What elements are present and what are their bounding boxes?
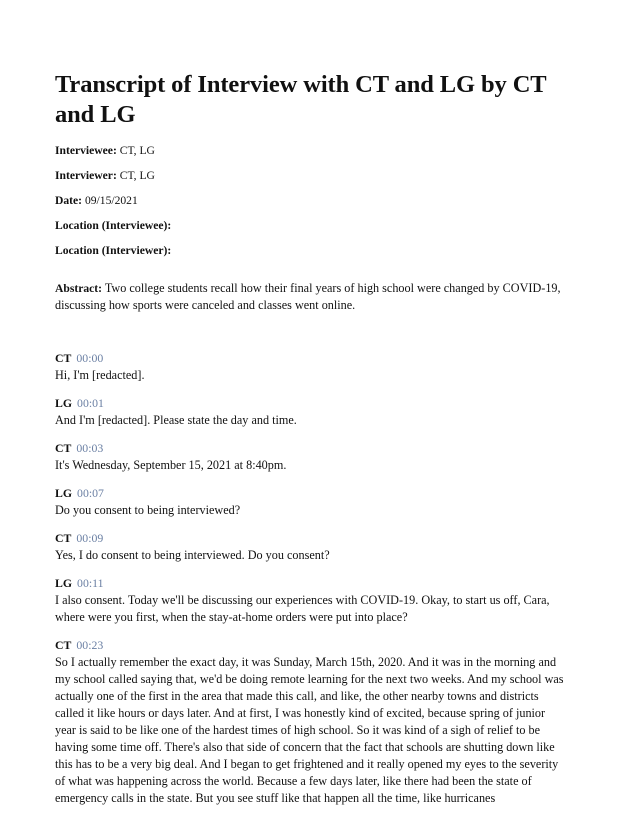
utterance-text: It's Wednesday, September 15, 2021 at 8:40pm. — [55, 458, 287, 472]
meta-label: Interviewee: — [55, 144, 117, 157]
abstract — [55, 280, 565, 314]
speaker-name: CT — [55, 531, 72, 545]
transcript-page — [55, 70, 565, 819]
timestamp-link[interactable]: 00:00 — [76, 351, 104, 365]
meta-label: Interviewer: — [55, 169, 117, 182]
speaker-name: LG — [55, 576, 73, 590]
transcript-turn — [55, 351, 565, 384]
meta-label: Location (Interviewer): — [55, 244, 172, 257]
utterance-text: Yes, I do consent to being interviewed. Do you consent? — [55, 548, 330, 562]
meta-interviewer — [55, 169, 565, 183]
meta-value: 09/15/2021 — [84, 194, 138, 207]
utterance-text: Hi, I'm [redacted]. — [55, 368, 145, 382]
abstract-label: Abstract: — [55, 282, 103, 295]
meta-location-interviewee — [55, 219, 565, 233]
page-title: Transcript of Interview with CT and LG by CT and LG — [55, 71, 547, 128]
speaker-name: LG — [55, 486, 73, 500]
transcript-turn — [55, 396, 565, 429]
timestamp-link[interactable]: 00:23 — [76, 638, 104, 652]
transcript-turn — [55, 441, 565, 474]
timestamp-link[interactable]: 00:07 — [77, 486, 104, 500]
utterance-text: And I'm [redacted]. Please state the day and time. — [55, 413, 297, 427]
timestamp-link[interactable]: 00:11 — [77, 576, 104, 590]
utterance-text: So I actually remember the exact day, it was Sunday, March 15th, 2020. And it was in the morning and my school called saying that, we'd be doing remote learning for the next two weeks. And my school was actually one of the first in the area that made this call, and like, the other nearby towns and districts called it like hours or days later. And at first, I was honestly kind of excited, because spring of junior year is said to be like one of the hardest times of high school. So it was kind of a sigh of relief to be having some time off. There's also that side of concern that the fact that schools are shutting down like this has to be a very big deal. And I began to get frightened and it really opened my eyes to the severity of what was happening across the world. Because a few days later, like there had been the state of emergency calls in the state. But you see stuff like that happen all the time, like hurricanes — [55, 655, 564, 805]
transcript — [55, 351, 565, 807]
timestamp-link[interactable]: 00:01 — [77, 396, 104, 410]
meta-interviewee — [55, 144, 565, 158]
utterance-text: I also consent. Today we'll be discussing our experiences with COVID-19. Okay, to start us off, Cara, where were you first, when the stay-at-home orders were put into place? — [55, 593, 550, 624]
meta-date — [55, 194, 565, 208]
meta-label: Location (Interviewee): — [55, 219, 172, 232]
meta-location-interviewer — [55, 244, 565, 258]
timestamp-link[interactable]: 00:09 — [76, 531, 104, 545]
transcript-turn — [55, 486, 565, 519]
meta-value: CT, LG — [119, 144, 155, 157]
timestamp-link[interactable]: 00:03 — [76, 441, 104, 455]
interview-metadata — [55, 144, 565, 258]
transcript-turn — [55, 531, 565, 564]
transcript-turn — [55, 576, 565, 626]
speaker-name: CT — [55, 351, 72, 365]
speaker-name: CT — [55, 441, 72, 455]
meta-value: CT, LG — [119, 169, 155, 182]
speaker-name: CT — [55, 638, 72, 652]
abstract-text: Two college students recall how their final years of high school were changed by COVID-19, discussing how sports were canceled and classes went online. — [55, 281, 561, 312]
utterance-text: Do you consent to being interviewed? — [55, 503, 241, 517]
meta-label: Date: — [55, 194, 83, 207]
transcript-turn — [55, 638, 565, 807]
speaker-name: LG — [55, 396, 73, 410]
